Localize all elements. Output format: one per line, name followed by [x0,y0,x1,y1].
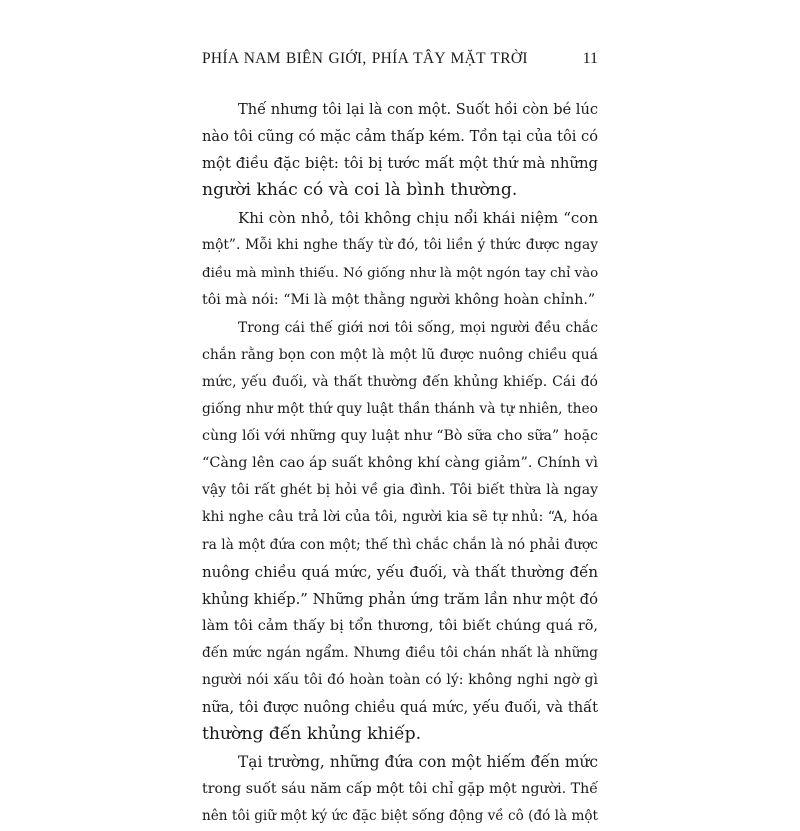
paragraph [202,315,598,749]
text-line: nên tôi giữ một ký ức đặc biệt sống động về cô (đó là một [202,808,598,825]
body-text [202,96,598,831]
text-line: người nói xấu tôi đó hoàn toàn có lý: không nghi ngờ gì [202,671,598,688]
paragraph [202,96,598,204]
text-line: Khi còn nhỏ, tôi không chịu nổi khái niệm “con [238,209,598,228]
text-line: điều mà mình thiếu. Nó giống như là một ngón tay chỉ vào [202,265,599,281]
text-line: người khác có và coi là bình thường. [202,180,518,201]
text-line: ra là một đứa con một; thế thì chắc chắn là nó phải được [202,536,598,553]
chapter-title: PHÍA NAM BIÊN GIỚI, PHÍA TÂY MẶT TRỜI [202,50,528,67]
paragraph [202,205,598,313]
page-number: 11 [582,50,598,67]
text-line: khủng khiếp.” Những phản ứng trăm lần như một đó [202,590,598,608]
text-line: vậy tôi rất ghét bị hỏi về gia đình. Tôi biết thừa là ngay [202,482,598,499]
text-line: mức, yếu đuối, và thất thường đến khủng khiếp. Cái đó [202,373,598,390]
text-line: nữa, tôi được nuông chiều quá mức, yếu đuối, và thất [202,699,598,717]
text-line: khi nghe câu trả lời của tôi, người kia sẽ tự nhủ: “A, hóa [202,509,598,526]
text-line: làm tôi cảm thấy bị tổn thương, tôi biết chúng quá rõ, [202,617,598,634]
running-header [202,50,598,74]
text-line: một”. Mỗi khi nghe thấy từ đó, tôi liền ý thức được ngay [202,237,598,254]
text-line: giống như một thứ quy luật thần thánh và tự nhiên, theo [202,401,598,418]
text-line: nào tôi cũng có mặc cảm thấp kém. Tồn tại của tôi có [202,128,598,146]
text-line: tôi mà nói: “Mi là một thằng người không hoàn chỉnh.” [202,291,596,308]
text-line: chắn rằng bọn con một là một lũ được nuông chiều quá [202,346,598,363]
text-line: Tại trường, những đứa con một hiếm đến mức [238,753,598,772]
text-line: trong suốt sáu năm cấp một tôi chỉ gặp một người. Thế [202,781,598,798]
text-line: một điều đặc biệt: tôi bị tước mất một thứ mà những [202,155,598,173]
text-line: “Càng lên cao áp suất không khí càng giảm”. Chính vì [202,455,598,472]
text-line: nuông chiều quá mức, yếu đuối, và thất thường đến [202,562,598,581]
text-line: Thế nhưng tôi lại là con một. Suốt hồi còn bé lúc [238,101,599,118]
text-line: thường đến khủng khiếp. [202,724,422,745]
paragraph [202,749,598,830]
text-line: đến mức ngán ngẩm. Nhưng điều tôi chán nhất là những [202,644,598,661]
text-line: Trong cái thế giới nơi tôi sống, mọi người đều chắc [238,319,598,336]
text-line: cùng lối với những quy luật như “Bò sữa cho sữa” hoặc [202,428,598,445]
